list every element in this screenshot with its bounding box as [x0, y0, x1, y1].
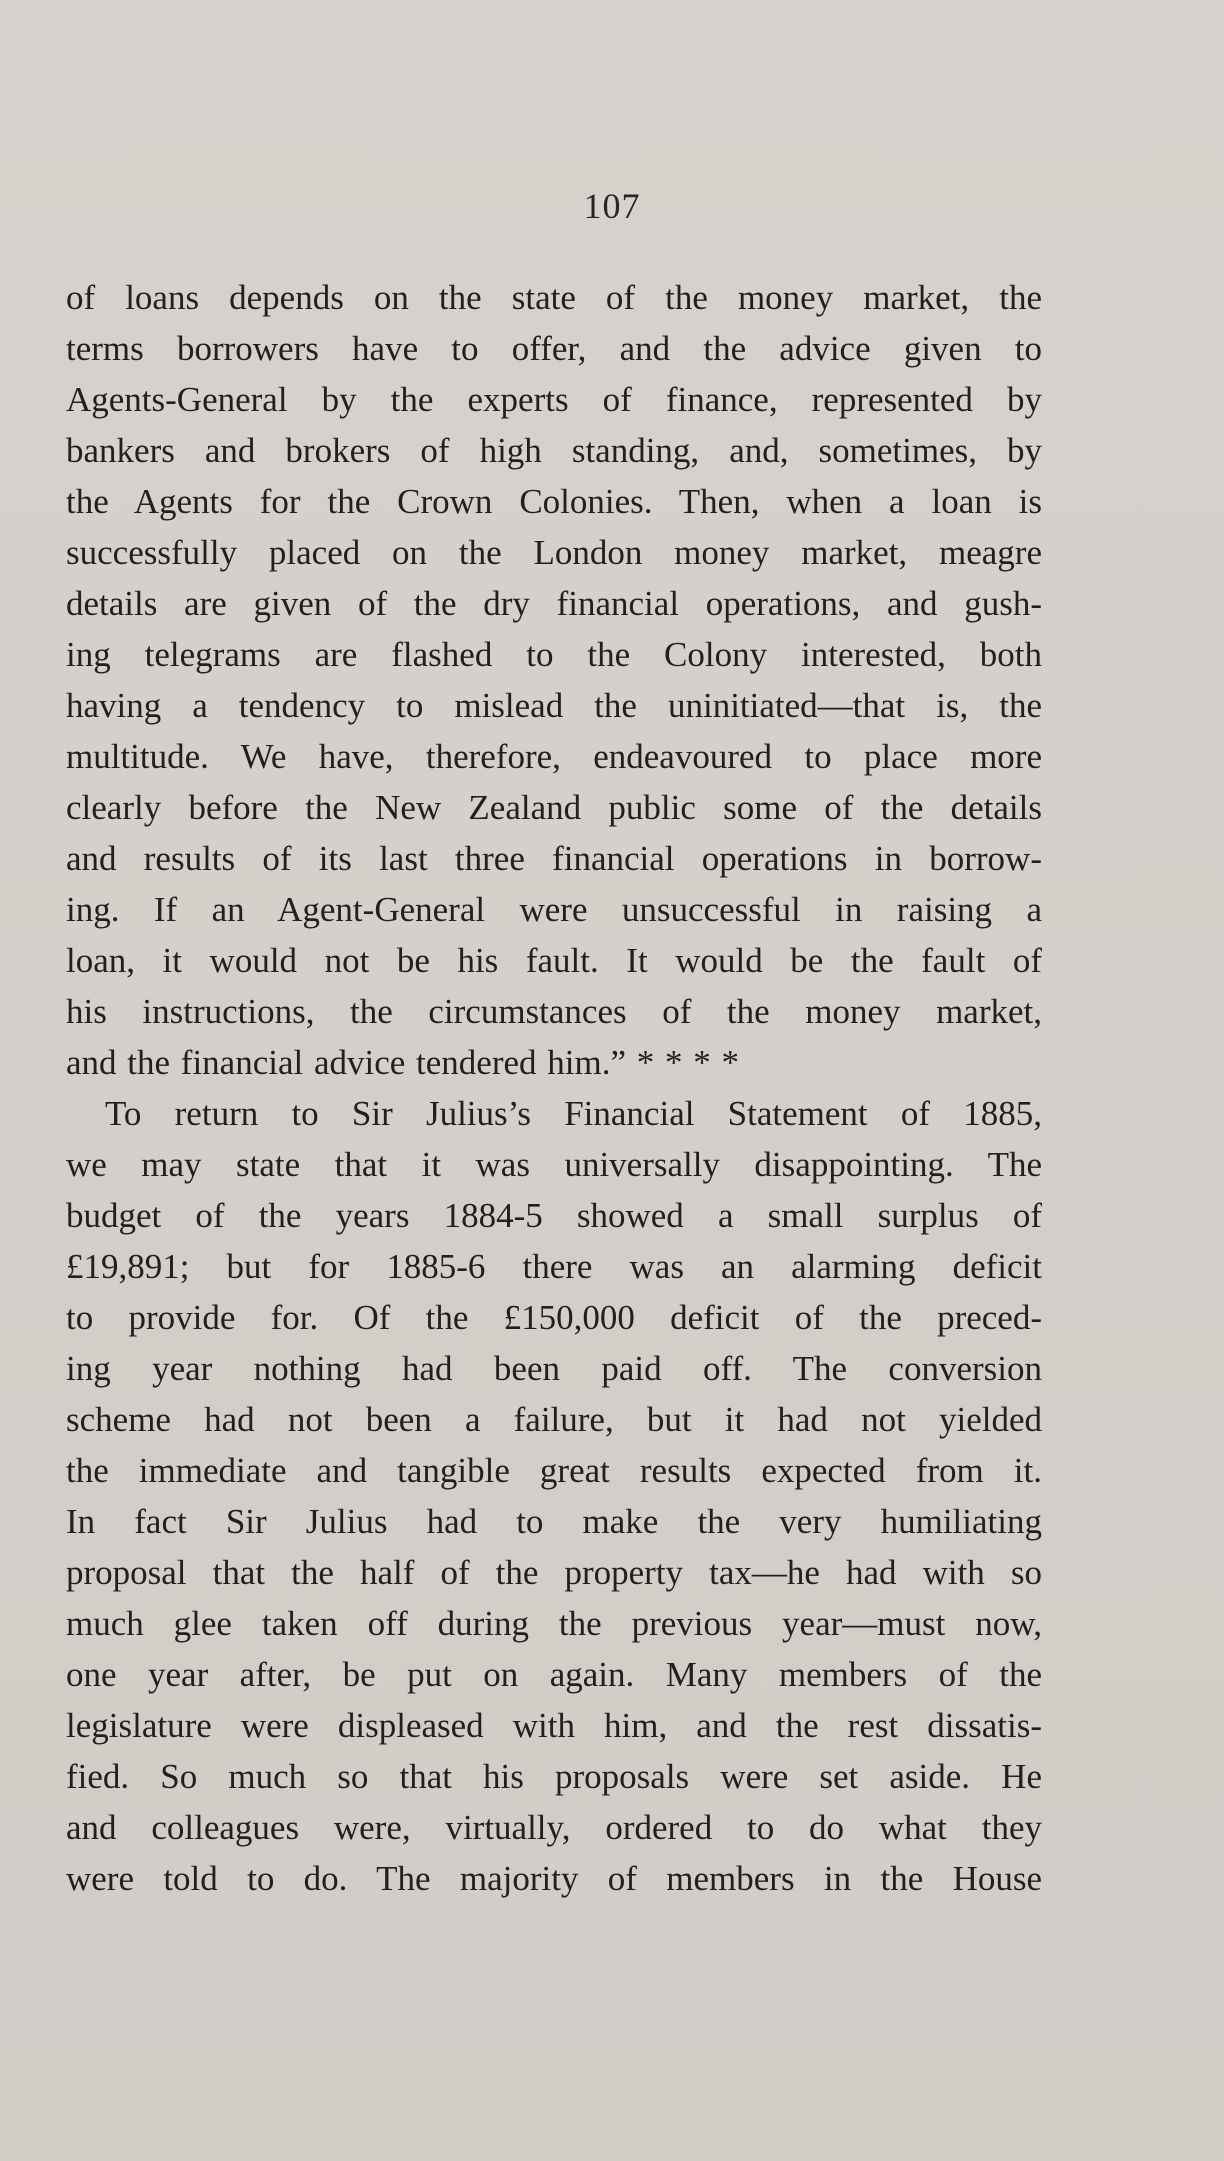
text-line: budget of the years 1884-5 showed a small surplus of	[66, 1196, 1042, 1235]
text-line: the immediate and tangible great results expected from it.	[66, 1451, 1042, 1490]
text-line: one year after, be put on again. Many members of the	[66, 1655, 1042, 1694]
text-line: of loans depends on the state of the money market, the	[66, 278, 1042, 317]
text-line: and results of its last three financial operations in borrow-	[66, 839, 1042, 878]
text-line: fied. So much so that his proposals were set aside. He	[66, 1757, 1042, 1796]
page-number: 107	[583, 186, 641, 226]
text-line: and colleagues were, virtually, ordered to do what they	[66, 1808, 1042, 1847]
text-line: Agents-General by the experts of finance, represented by	[66, 380, 1042, 419]
text-line: the Agents for the Crown Colonies. Then, when a loan is	[66, 482, 1042, 521]
text-line: bankers and brokers of high standing, and, sometimes, by	[66, 431, 1042, 470]
paragraph	[66, 272, 1042, 1088]
text-line: details are given of the dry financial operations, and gush-	[66, 584, 1042, 623]
text-line: terms borrowers have to offer, and the advice given to	[66, 329, 1042, 368]
text-line: loan, it would not be his fault. It would be the fault of	[66, 941, 1042, 980]
body-text	[66, 272, 1042, 1904]
text-line: ing year nothing had been paid off. The conversion	[66, 1349, 1042, 1388]
text-line: To return to Sir Julius’s Financial Statement of 1885,	[105, 1094, 1042, 1133]
text-line: multitude. We have, therefore, endeavoured to place more	[66, 737, 1042, 776]
text-line: much glee taken off during the previous year—must now,	[66, 1604, 1042, 1643]
text-line: to provide for. Of the £150,000 deficit of the preced-	[66, 1298, 1042, 1337]
text-line: his instructions, the circumstances of the money market,	[66, 992, 1042, 1031]
text-line: were told to do. The majority of members in the House	[66, 1859, 1042, 1898]
text-line: successfully placed on the London money market, meagre	[66, 533, 1042, 572]
text-line: £19,891; but for 1885-6 there was an alarming deficit	[66, 1247, 1042, 1286]
text-line: proposal that the half of the property tax—he had with so	[66, 1553, 1042, 1592]
text-line: scheme had not been a failure, but it had not yielded	[66, 1400, 1042, 1439]
text-line: ing. If an Agent-General were unsuccessful in raising a	[66, 890, 1042, 929]
text-line: and the financial advice tendered him.” * * * *	[66, 1043, 740, 1082]
text-line: clearly before the New Zealand public some of the details	[66, 788, 1042, 827]
text-line: having a tendency to mislead the uninitiated—that is, the	[66, 686, 1042, 725]
text-line: ing telegrams are flashed to the Colony interested, both	[66, 635, 1042, 674]
text-line: In fact Sir Julius had to make the very humiliating	[66, 1502, 1042, 1541]
text-line: legislature were displeased with him, and the rest dissatis-	[66, 1706, 1042, 1745]
text-line: we may state that it was universally disappointing. The	[66, 1145, 1042, 1184]
paragraph	[66, 1088, 1042, 1904]
